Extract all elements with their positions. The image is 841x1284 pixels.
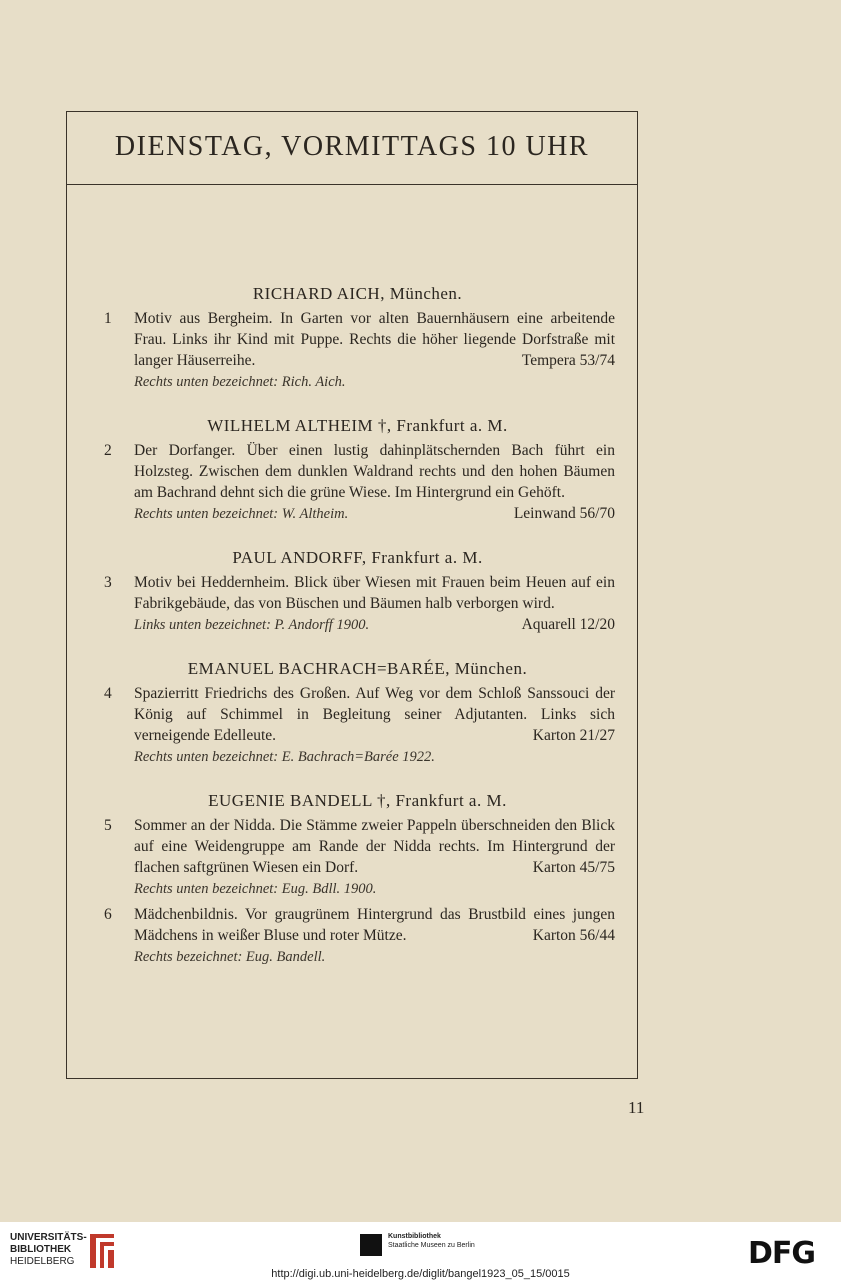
library-line-3: HEIDELBERG: [10, 1256, 75, 1267]
entry-medium: Karton 45/75: [532, 859, 615, 876]
kb-line-1: Kunstbibliothek: [388, 1233, 441, 1240]
dfg-logo: DFG: [748, 1236, 816, 1271]
entry-medium: Aquarell 12/20: [521, 616, 615, 633]
library-line-2: BIBLIOTHEK: [10, 1244, 72, 1255]
entry-number: 1: [104, 310, 112, 327]
entry-description: Motiv aus Bergheim. In Garten vor alten Bauernhäusern eine arbeitende Frau. Links ihr Kind mit Puppe. Rechts die höher liegende Dorfstraße mit langer Häuserreihe.: [134, 310, 615, 369]
catalog-content: [100, 283, 615, 968]
entry-signature: Rechts unten bezeichnet: E. Bachrach=Barée 1922.: [134, 749, 435, 765]
entry-description: Mädchenbildnis. Vor graugrünem Hintergrund das Brustbild eines jungen Mädchens in weißer Bluse und roter Mütze.: [134, 906, 615, 944]
entry-medium: Karton 21/27: [532, 727, 615, 744]
artist-heading: EUGENIE BANDELL †, Frankfurt a. M.: [208, 791, 507, 810]
artist-heading: RICHARD AICH, München.: [252, 284, 463, 303]
entry-medium: Leinwand 56/70: [513, 505, 615, 522]
entry-signature: Rechts bezeichnet: Eug. Bandell.: [134, 949, 326, 965]
kunstbibliothek-logo-icon: [360, 1234, 382, 1256]
header-box: [66, 111, 638, 185]
entry-number: 5: [104, 817, 112, 834]
entry-description: Der Dorfanger. Über einen lustig dahinplätschernden Bach führt ein Holzsteg. Zwischen dem dunklen Waldrand rechts und den hohen Bäumen am Bachrand dehnt sich die grüne Wiese. Im Hintergrund ein Gehöft.: [134, 442, 615, 501]
entry-number: 3: [104, 574, 112, 591]
page-title: DIENSTAG, VORMITTAGS 10 UHR: [114, 131, 590, 162]
catalog-entry: [100, 815, 615, 878]
entry-description: Sommer an der Nidda. Die Stämme zweier Pappeln überschneiden den Blick auf eine Weidengruppe am Rande der Nidda rechts. Im Hintergrund der flachen saftgrünen Wiesen ein Dorf.: [134, 817, 615, 876]
entry-number: 4: [104, 685, 112, 702]
kunstbibliothek-text: [388, 1232, 475, 1250]
artist-heading: WILHELM ALTHEIM †, Frankfurt a. M.: [207, 416, 508, 435]
entry-number: 6: [104, 906, 112, 923]
artist-heading: PAUL ANDORFF, Frankfurt a. M.: [232, 548, 483, 567]
entry-signature: Rechts unten bezeichnet: W. Altheim.: [134, 506, 349, 522]
entry-description: Motiv bei Heddernheim. Blick über Wiesen mit Frauen beim Heuen auf ein Fabrikgebäude, das von Büschen und Bäumen halb verborgen wird.: [134, 574, 615, 612]
entry-signature: Rechts unten bezeichnet: Eug. Bdll. 1900.: [134, 881, 377, 897]
entry-description: Spazierritt Friedrichs des Großen. Auf Weg vor dem Schloß Sanssouci der König auf Schimmel in Begleitung seiner Adjutanten. Links sich verneigende Edelleute.: [134, 685, 615, 744]
library-emblem-icon: [86, 1230, 118, 1272]
entry-signature: Links unten bezeichnet: P. Andorff 1900.: [134, 617, 370, 633]
entry-medium: Karton 56/44: [532, 927, 615, 944]
source-url[interactable]: http://digi.ub.uni-heidelberg.de/diglit/bangel1923_05_15/0015: [271, 1268, 570, 1280]
catalog-entry: [100, 904, 615, 946]
entry-signature: Rechts unten bezeichnet: Rich. Aich.: [134, 374, 346, 390]
catalog-entry: [100, 683, 615, 746]
catalog-entry: [100, 308, 615, 371]
library-line-1: UNIVERSITÄTS-: [10, 1232, 87, 1243]
kb-line-2: Staatliche Museen zu Berlin: [388, 1242, 475, 1249]
entry-number: 2: [104, 442, 112, 459]
entry-medium: Tempera 53/74: [521, 352, 615, 369]
page-number: 11: [628, 1098, 645, 1117]
library-logo-text: [10, 1232, 87, 1268]
artist-heading: EMANUEL BACHRACH=BARÉE, München.: [187, 659, 528, 678]
